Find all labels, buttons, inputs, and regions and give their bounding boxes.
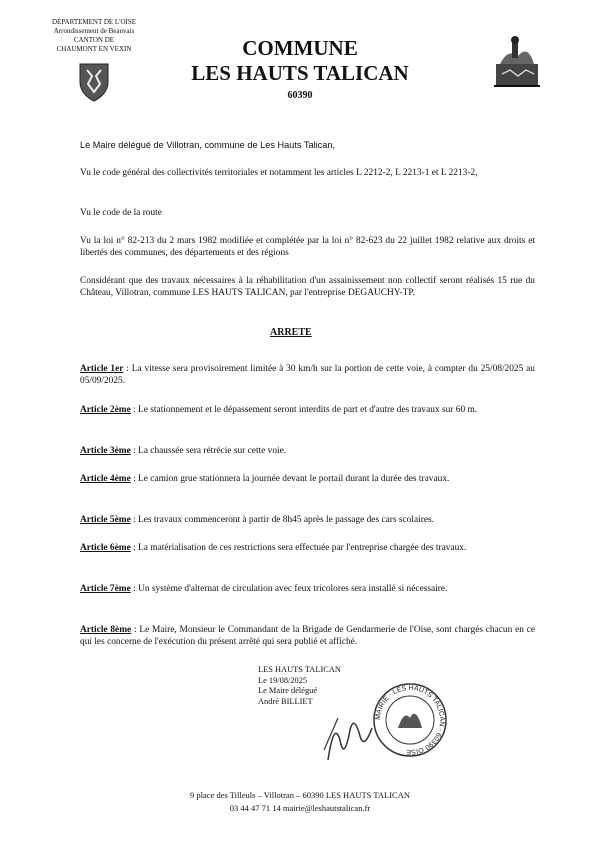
article-text: La matérialisation de ces restrictions sera effectuée par l'entreprise chargée des travaux. <box>138 543 467 553</box>
coat-of-arms-icon <box>78 62 110 102</box>
article-text: Les travaux commenceront à partir de 8h45 après le passage des cars scolaires. <box>138 515 435 525</box>
article-6: Article 6ème : La matérialisation de ces restrictions sera effectuée par l'entreprise chargée des travaux. <box>80 543 467 553</box>
department-block <box>44 18 144 54</box>
article-text: La chaussée sera rétrécie sur cette voie. <box>138 446 287 456</box>
intro-line: Le Maire délégué de Villotran, commune de Les Hauts Talican, <box>80 140 336 150</box>
dept-line: CANTON DE <box>73 36 115 44</box>
article-4: Article 4ème : Le camion grue stationnera la journée devant le portail durant la durée des travaux. <box>80 474 450 484</box>
article-label: Article 3ème <box>80 446 131 456</box>
stamp-text: MAIRIE · LES HAUTS TALICAN · 60390 OISE <box>374 684 446 756</box>
article-1: Article 1er : La vitesse sera provisoirement limitée à 30 km/h sur la portion de cette voie, à compter du 25/08/2025 au 05/09/2025. <box>80 364 535 386</box>
article-text: Le Maire, Monsieur le Commandant de la Brigade de Gendarmerie de l'Oise, sont chargés chacun en ce qui les concerne de l'exécution du présent arrêté qui sera publié et affiché. <box>80 625 536 647</box>
article-label: Article 6ème <box>80 543 131 553</box>
official-stamp-icon <box>370 680 450 760</box>
article-label: Article 8ème <box>80 625 132 635</box>
article-label: Article 5ème <box>80 515 131 525</box>
dept-line: DÉPARTEMENT DE L'OISE <box>51 18 137 26</box>
vu-code-collectivites: Vu le code général des collectivités territoriales et notamment les articles L 2212-2, L 2213-1 et L 2213-2, <box>80 168 478 178</box>
signature-commune: LES HAUTS TALICAN <box>258 665 341 674</box>
article-text: Un système d'alternat de circulation avec feux tricolores sera installé si nécessaire. <box>138 584 448 594</box>
article-3: Article 3ème : La chaussée sera rétrécie sur cette voie. <box>80 446 287 456</box>
article-text: La vitesse sera provisoirement limitée à 30 km/h sur la portion de cette voie, à compter du 25/08/2025 au 05/09/2025. <box>80 364 535 386</box>
postcode: 60390 <box>287 90 313 101</box>
dept-line: Arrondissement de Beauvais <box>53 27 135 35</box>
considerant: Considérant que des travaux nécessaires à la réhabilitation d'un assainissement non collectif seront réalisés 15 rue du Château, Villotran, commune LES HAUTS TALICAN, par l'entreprise DEGAUCHY-TP. <box>80 276 535 298</box>
article-8: Article 8ème : Le Maire, Monsieur le Commandant de la Brigade de Gendarmerie de l'Oise, sont chargés chacun en ce qui les concerne de l'exécution du présent arrêté qui sera publié et affiché. <box>80 625 536 647</box>
article-label: Article 2ème <box>80 405 131 415</box>
commune-title: COMMUNE <box>242 36 358 60</box>
article-5: Article 5ème : Les travaux commenceront à partir de 8h45 après le passage des cars scolaires. <box>80 515 435 525</box>
signature-date: Le 19/08/2025 <box>258 675 308 685</box>
vu-loi: Vu la loi n° 82-213 du 2 mars 1982 modifiée et complétée par la loi n° 82-623 du 22 juillet 1982 relative aux droits et libertés des communes, des départements et des régions <box>80 236 535 258</box>
vu-code-route: Vu le code de la route <box>80 208 162 218</box>
article-label: Article 1er <box>80 364 124 374</box>
article-text: Le stationnement et le dépassement seront interdits de part et d'autre des travaux sur 60 m. <box>138 405 478 415</box>
article-label: Article 7ème <box>80 584 131 594</box>
arrete-heading: ARRETE <box>270 327 312 338</box>
article-2: Article 2ème : Le stationnement et le dépassement seront interdits de part et d'autre des travaux sur 60 m. <box>80 405 478 415</box>
signature-name: André BILLIET <box>258 696 313 706</box>
article-7: Article 7ème : Un système d'alternat de circulation avec feux tricolores sera installé si nécessaire. <box>80 584 448 594</box>
footer-address: 9 place des Tilleuls – Villotran – 60390 LES HAUTS TALICAN <box>190 790 410 800</box>
footer-contact: 03 44 47 71 14 mairie@leshautstalican.fr <box>229 803 371 813</box>
commune-name: LES HAUTS TALICAN <box>191 61 409 85</box>
dept-line: CHAUMONT EN VEXIN <box>56 45 132 53</box>
article-text: Le camion grue stationnera la journée devant le portail durant la durée des travaux. <box>138 474 450 484</box>
commune-emblem-icon <box>488 34 546 92</box>
article-label: Article 4ème <box>80 474 131 484</box>
signature-block <box>258 665 341 707</box>
signature-title: Le Maire délégué <box>258 686 318 695</box>
